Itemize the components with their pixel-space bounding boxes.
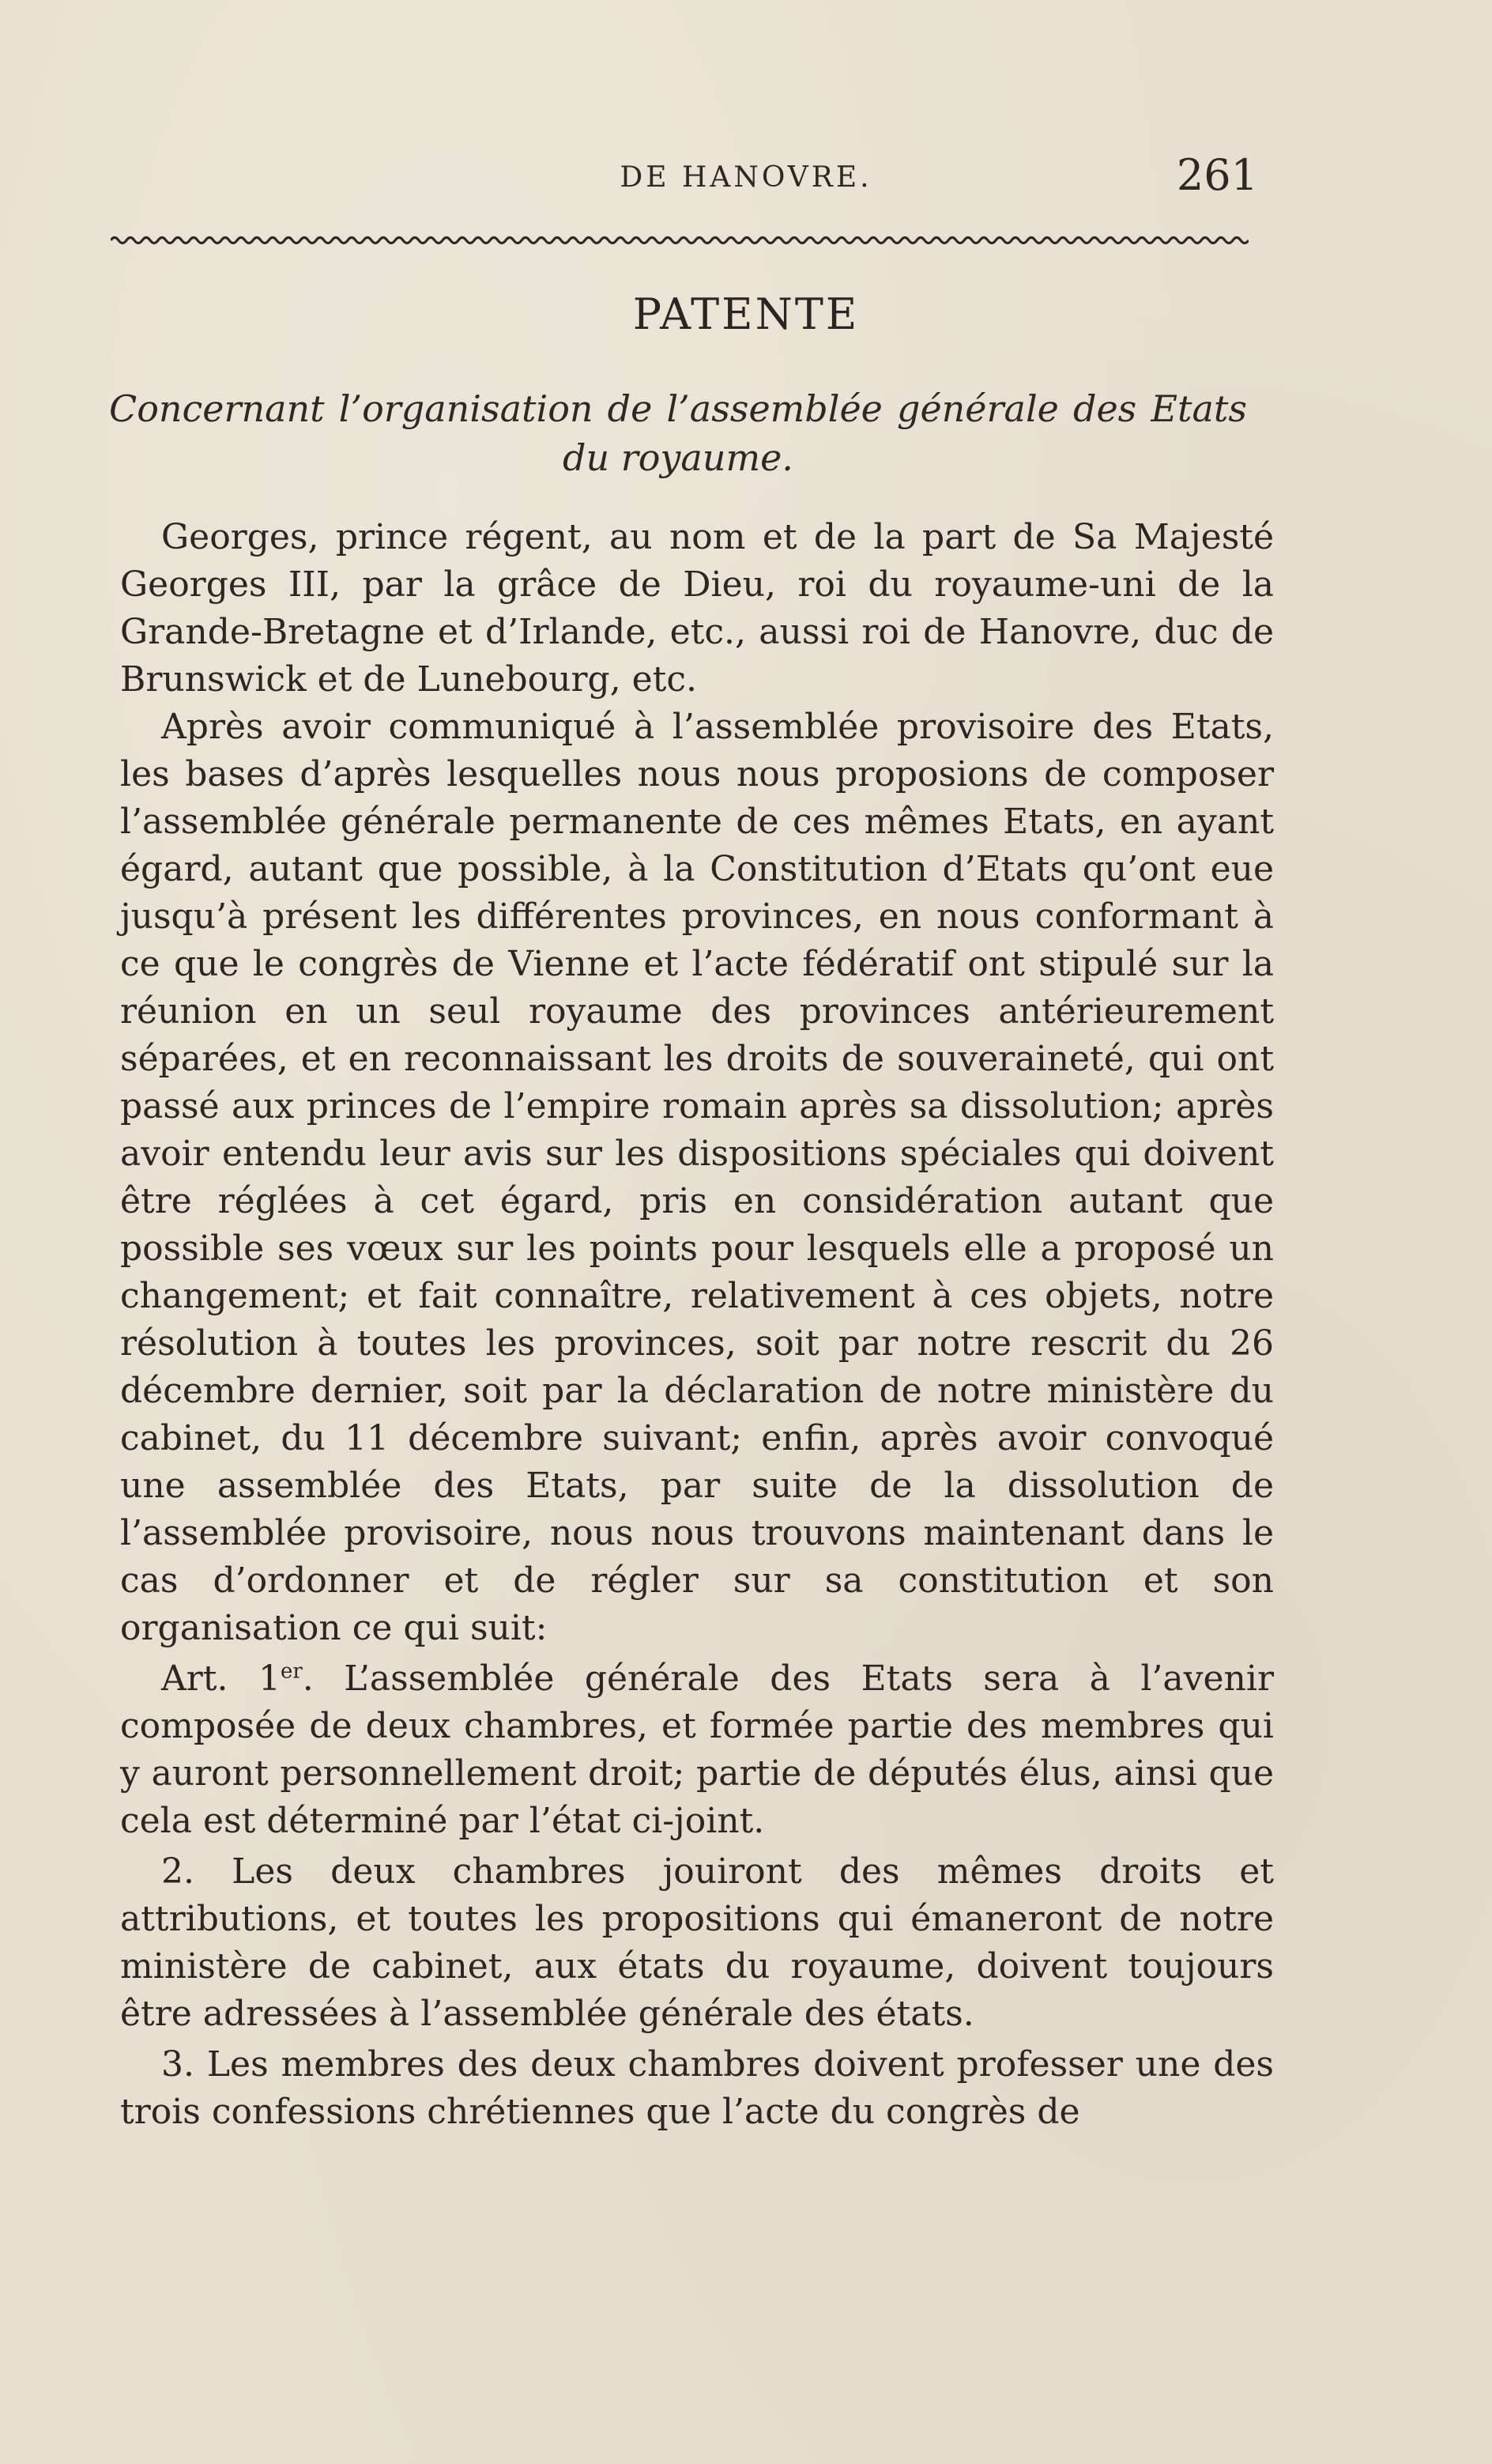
page-number: 261 [1176,150,1258,200]
subtitle-line-2: du royaume. [563,436,793,479]
article-1-text: . L’assemblée générale des Etats sera à l’avenir composée de deux chambres, et formée partie des membres qui y auront personnellement droit; partie de députés élus, ainsi que cela est déterminé par l’état ci-joint. [120,1658,1274,1841]
body-text [120,514,1274,2136]
running-title: DE HANOVRE. [620,161,872,194]
article-1-label-sup: er [280,1659,303,1684]
article-2: 2. Les deux chambres jouiront des mêmes droits et attributions, et toutes les propositions qui émaneront de notre ministère de cabinet, aux états du royaume, doivent toujours être adressées à l’assemblée générale des états. [120,1851,1274,2034]
document-title: PATENTE [632,289,860,339]
document-subtitle [109,384,1247,482]
article-1-label: Art. 1 [161,1658,281,1699]
ornamental-rule [111,234,1249,247]
article-3: 3. Les membres des deux chambres doivent professer une des trois confessions chrétiennes que l’acte du congrès de [120,2044,1274,2132]
subtitle-line-1: Concernant l’organisation de l’assemblée générale des Etats [109,387,1247,430]
paragraph-preamble: Georges, prince régent, au nom et de la part de Sa Majesté Georges III, par la grâce de Dieu, roi du royaume-uni de la Grande-Bretagne et d’Irlande, etc., aussi roi de Hanovre, duc de Brunswick et de Lunebourg, etc. [120,517,1274,700]
paragraph-recitals: Après avoir communiqué à l’assemblée provisoire des Etats, les bases d’après lesquelles nous nous proposions de composer l’assemblée générale permanente de ces mêmes Etats, en ayant égard, autant que possible, à la Constitution d’Etats qu’ont eue jusqu’à présent les différentes provinces, en nous conformant à ce que le congrès de Vienne et l’acte fédératif ont stipulé sur la réunion en un seul royaume des provinces antérieurement séparées, et en reconnaissant les droits de souveraineté, qui ont passé aux princes de l’empire romain après sa dissolution; après avoir entendu leur avis sur les dispositions spéciales qui doivent être réglées à cet égard, pris en considération autant que possible ses vœux sur les points pour lesquels elle a proposé un changement; et fait connaître, relativement à ces objets, notre résolution à toutes les provinces, soit par notre rescrit du 26 décembre dernier, soit par la déclaration de notre ministère du cabinet, du 11 décembre suivant; enfin, après avoir convoqué une assemblée des Etats, par suite de la dissolution de l’assemblée provisoire, nous nous trouvons maintenant dans le cas d’ordonner et de régler sur sa constitution et son organisation ce qui suit: [120,707,1274,1648]
article-1 [120,1655,1274,1845]
running-head [0,147,1492,210]
